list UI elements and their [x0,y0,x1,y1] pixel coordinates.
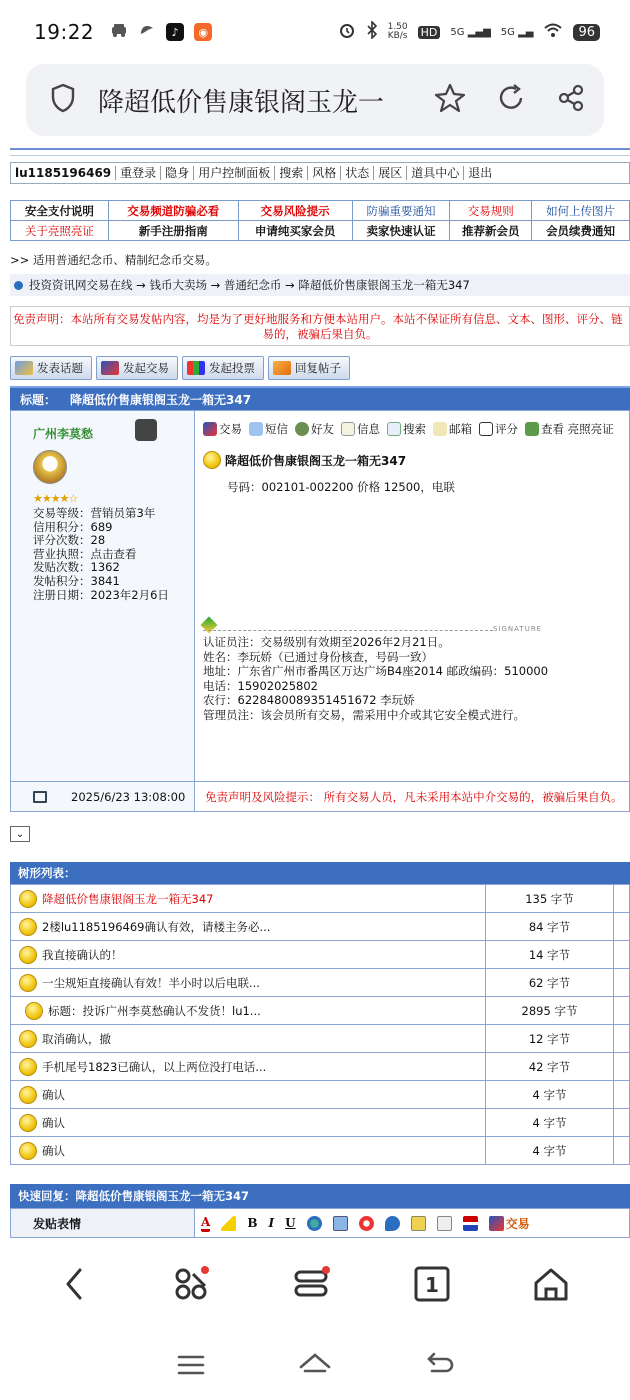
post-points: 发帖积分：3841 [33,573,120,588]
net-speed-unit: KB/s [387,31,408,41]
disclaimer-text-2: 易的，被骗后果自负。 [262,327,378,341]
link-safe-pay[interactable]: 安全支付说明 [11,201,109,221]
nav-user-id[interactable]: lu1185196469 [11,166,116,180]
business-license[interactable]: 营业执照：点击查看 [33,546,137,561]
sms-tool-label: 短信 [265,422,288,436]
quote-icon[interactable] [385,1216,400,1231]
info-tool[interactable] [341,421,380,437]
net-speed [388,23,408,41]
underline-icon[interactable]: U [285,1216,296,1230]
reply-icon [273,361,291,375]
license-tool-label: 查看 亮照亮证 [541,422,614,436]
author-badge-icon [135,419,157,441]
reply-size: 14 字节 [486,941,614,969]
status-bar [0,0,630,64]
link-recommend[interactable]: 推荐新会员 [450,221,532,241]
post-title [203,451,621,469]
signal-2-label: 5G [500,26,515,38]
disclaimer-box [10,306,630,346]
risk-notice: 免责声明及风险提示： 所有交易人员，凡未采用本站中介交易的，被骗后果自负。 [205,789,623,804]
page-title[interactable]: 降超低价售康银阁玉龙一 [98,87,385,118]
post-meta [11,782,195,811]
disclaimer-label: 免责声明： [13,312,71,326]
friend-tool[interactable] [295,421,334,437]
link-newbie-guide[interactable]: 新手注册指南 [108,221,238,241]
smiley-icon [19,1058,37,1076]
wifi-icon [543,22,563,42]
smiley-icon [19,1142,37,1160]
bluetooth-icon [366,21,378,43]
shield-icon [203,422,217,436]
rating-stars: ★★★★☆ [33,492,78,505]
post-count: 发贴次数：1362 [33,560,120,575]
nav-showroom[interactable]: 展区 [374,166,407,180]
media-icon[interactable] [359,1216,374,1231]
table-row[interactable] [11,885,630,913]
chevron-down-icon: ⌄ [15,828,25,840]
system-nav-bar [0,1334,630,1400]
table-row[interactable] [11,1025,630,1053]
alarm-icon [338,21,356,43]
quick-reply-header: 快速回复：降超低价售康银阁玉龙一箱无347 [10,1184,630,1208]
reply-size: 42 字节 [486,1053,614,1081]
editor-toolbar [195,1209,629,1237]
new-topic-label: 发表话题 [37,361,83,375]
signature-line-2: 姓名：李玩娇（已通过身份核查，号码一致） [203,649,433,664]
trade-shield-icon [101,361,119,375]
rating-count: 评分次数：28 [33,533,106,548]
menu-icon[interactable] [292,1264,332,1308]
reply-size: 4 字节 [486,1109,614,1137]
friend-tool-label: 好友 [311,422,334,436]
nav-status[interactable]: 状态 [341,166,374,180]
link-risk-tips[interactable]: 交易风险提示 [238,201,352,221]
system-icons [338,21,600,43]
battery-level: 96 [573,24,600,41]
link-fraud-notice[interactable]: 防骗重要通知 [352,201,450,221]
sms-tool[interactable] [249,421,288,437]
reply-label: 回复帖子 [295,361,341,375]
image-icon [525,422,539,436]
new-poll-button[interactable] [182,356,264,380]
post-body [10,410,630,782]
mail-tool[interactable] [433,421,472,437]
font-color-icon[interactable]: A [201,1215,210,1232]
breadcrumb-path[interactable]: 投资资讯网交易在线 → 钱币大卖场 → 普通纪念币 → 降超低价售康银阁玉龙一箱无347 [29,278,470,292]
credit-score: 信用积分：689 [33,519,113,534]
license-tool[interactable] [525,421,614,437]
nav-control-panel[interactable]: 用户控制面板 [194,166,275,180]
table-row[interactable] [11,941,630,969]
post-header-label: 标题： [20,392,57,407]
smiley-icon [19,974,37,992]
shield-icon [489,1216,504,1231]
link-license[interactable]: 关于亮照亮证 [11,221,109,241]
table-row[interactable] [11,913,630,941]
copy-icon[interactable] [437,1216,452,1231]
clock: 19:22 [34,20,95,44]
reply-size: 135 字节 [486,885,614,913]
forum-note: >> 适用普通纪念币、精制纪念币交易。 [10,253,217,267]
reply-title[interactable]: 一尘规矩直接确认有效！半小时以后电联... [42,975,260,990]
link-buyer-apply[interactable]: 申请纯买家会员 [238,221,352,241]
reply-title[interactable]: 取消确认，撤 [42,1031,111,1046]
mail-icon [433,422,447,436]
trade-tool-label: 交易 [219,422,242,436]
register-date: 注册日期：2023年2月6日 [33,587,169,602]
breadcrumb [10,274,630,296]
user-nav [10,162,630,184]
smiley-icon [19,1030,37,1048]
back-button-icon[interactable] [424,1351,454,1383]
link-icon[interactable] [307,1216,322,1231]
reload-icon[interactable] [496,83,526,117]
author-info [33,507,194,602]
post-content-panel [195,411,629,781]
signature-line [203,630,493,631]
computer-icon [33,791,47,803]
table-row[interactable] [11,1053,630,1081]
breadcrumb-arrow-icon [14,281,23,290]
tree-header: 树形列表： [10,862,630,884]
tabs-icon[interactable] [413,1265,451,1307]
post-datetime: 2025/6/23 13:08:00 [71,789,186,804]
highlight-icon[interactable] [221,1216,236,1231]
code-icon[interactable] [411,1216,426,1231]
post-action-buttons [10,356,350,380]
post-content: 号码：002101-002200 价格 12500，电联 [227,480,455,494]
notice-links [10,200,630,241]
trade-insert-button[interactable] [489,1215,530,1232]
new-poll-label: 发起投票 [209,361,255,375]
search-tool[interactable] [387,421,426,437]
signature-word: SIGNATURE [493,625,543,633]
nav-search[interactable]: 搜索 [275,166,308,180]
smiley-icon [25,1002,43,1020]
hd-badge: HD [418,26,441,39]
trade-tool[interactable] [203,421,242,437]
link-anti-fraud[interactable]: 交易频道防骗必看 [108,201,238,221]
link-trade-rules[interactable]: 交易规则 [450,201,532,221]
rate-tool-label: 评分 [495,422,518,436]
rate-tool[interactable] [479,421,518,437]
notification-icons [110,22,212,42]
rate-icon [479,422,493,436]
nav-relogin[interactable]: 重登录 [116,166,161,180]
reply-title[interactable]: 确认 [42,1115,65,1130]
signal-1-label: 5G [450,26,465,38]
header-divider [10,148,630,156]
reply-size: 62 字节 [486,969,614,997]
browser-toolbar [0,1238,630,1334]
reply-size: 12 字节 [486,1025,614,1053]
pencil-icon [15,361,33,375]
signal-2: 5G ▂▄ [500,26,534,38]
post-header-title: 降超低价售康银阁玉龙一箱无347 [70,392,252,407]
reply-title[interactable]: 2楼lu1185196469确认有效，请楼主务必... [42,919,271,934]
nav-logout[interactable]: 退出 [468,166,493,180]
smiley-icon [203,451,221,469]
app-icon [138,22,156,42]
share-icon[interactable] [556,83,586,117]
nav-style[interactable]: 风格 [308,166,341,180]
trade-insert-label: 交易 [505,1216,530,1231]
flag-icon[interactable] [463,1216,478,1231]
search-tool-label: 搜索 [403,422,426,436]
table-row[interactable] [11,1081,630,1109]
editor-toolbar-row [10,1208,630,1238]
trade-level: 交易等级：营销员第3年 [33,506,156,520]
reply-button[interactable] [268,356,350,380]
signature-line-6: 管理员注：该会员所有交易，需采用中介或其它安全模式进行。 [203,707,525,722]
web-content [0,148,630,1238]
signal-1: 5G ▂▄▆ [450,26,491,38]
car-icon [110,22,128,42]
reply-size: 84 字节 [486,913,614,941]
emoji-label: 发贴表情 [11,1209,195,1237]
info-tool-label: 信息 [357,422,380,436]
smiley-icon [19,1086,37,1104]
reply-size: 2895 字节 [486,997,614,1025]
table-row[interactable] [11,969,630,997]
image-icon[interactable] [333,1216,348,1231]
friends-icon [295,422,309,436]
smiley-icon [19,1114,37,1132]
disclaimer-text: 本站所有交易发帖内容，均是为了更好地服务和方便本站用户。本站不保证所有信息、文本、图形、评分、链 [70,312,623,326]
table-row[interactable] [11,997,630,1025]
address-bar-tools [434,82,586,118]
reply-size: 4 字节 [486,1081,614,1109]
table-row[interactable] [11,1137,630,1165]
italic-icon[interactable]: I [268,1216,275,1230]
message-icon [249,422,263,436]
info-icon [341,422,355,436]
tree-list [10,884,630,1165]
nav-props-center[interactable]: 道具中心 [407,166,464,180]
tiktok-icon: ♪ [166,23,184,41]
reply-title[interactable]: 标题：投诉广州李莫愁确认不发货！lu1... [48,1003,261,1018]
shopping-app-icon: ◉ [194,23,212,41]
author-panel [11,411,195,781]
expand-toggle[interactable] [10,826,30,842]
table-row[interactable] [11,1109,630,1137]
signature-line-3: 地址：广东省广州市番禺区万达广场B4座2014 邮政编码：510000 [203,664,549,679]
avatar[interactable] [33,450,67,484]
author-name[interactable]: 广州李莫愁 [33,427,94,441]
smiley-icon [19,918,37,936]
bold-icon[interactable]: B [247,1216,258,1230]
post-title-text: 降超低价售康银阁玉龙一箱无347 [225,453,407,468]
signature-block [203,635,553,723]
reply-title[interactable]: 确认 [42,1143,65,1158]
link-renewal[interactable]: 会员续费通知 [532,221,630,241]
signature-line-5: 农行：6228480089351451672 李玩娇 [203,693,415,708]
post-header [10,386,630,410]
star-icon[interactable] [434,82,466,118]
post-footer [10,782,630,812]
post-toolbar [203,421,621,437]
home-icon[interactable] [532,1265,570,1307]
reply-title[interactable]: 降超低价售康银阁玉龙一箱无347 [42,891,214,906]
address-bar[interactable] [26,64,604,136]
nav-invisible[interactable]: 隐身 [161,166,194,180]
shield-icon[interactable] [50,83,76,117]
net-speed-value: 1.50 [387,22,408,32]
reply-title[interactable]: 我直接确认的！ [42,947,123,962]
search-icon [387,422,401,436]
reply-title[interactable]: 确认 [42,1087,65,1102]
signature-line-4: 电话：15902025802 [203,678,318,693]
reply-title[interactable]: 手机尾号1823已确认，以上两位没打电话... [42,1059,267,1074]
back-icon[interactable] [60,1266,90,1306]
new-trade-button[interactable] [96,356,178,380]
reply-size: 4 字节 [486,1137,614,1165]
signature-line-1: 认证员注：交易级别有效期至2026年2月21日。 [203,635,450,649]
signature-divider [203,625,543,635]
home-button-icon[interactable] [298,1351,332,1383]
link-seller-verify[interactable]: 卖家快速认证 [352,221,450,241]
new-trade-label: 发起交易 [123,361,169,375]
ai-assistant-icon[interactable] [171,1264,211,1308]
poll-chart-icon [187,361,205,375]
recent-apps-icon[interactable] [176,1353,206,1381]
svg-text:1: 1 [424,1273,439,1297]
link-upload-help[interactable]: 如何上传图片 [532,201,630,221]
smiley-icon [19,890,37,908]
new-topic-button[interactable] [10,356,92,380]
smiley-icon [19,946,37,964]
mail-tool-label: 邮箱 [449,422,472,436]
